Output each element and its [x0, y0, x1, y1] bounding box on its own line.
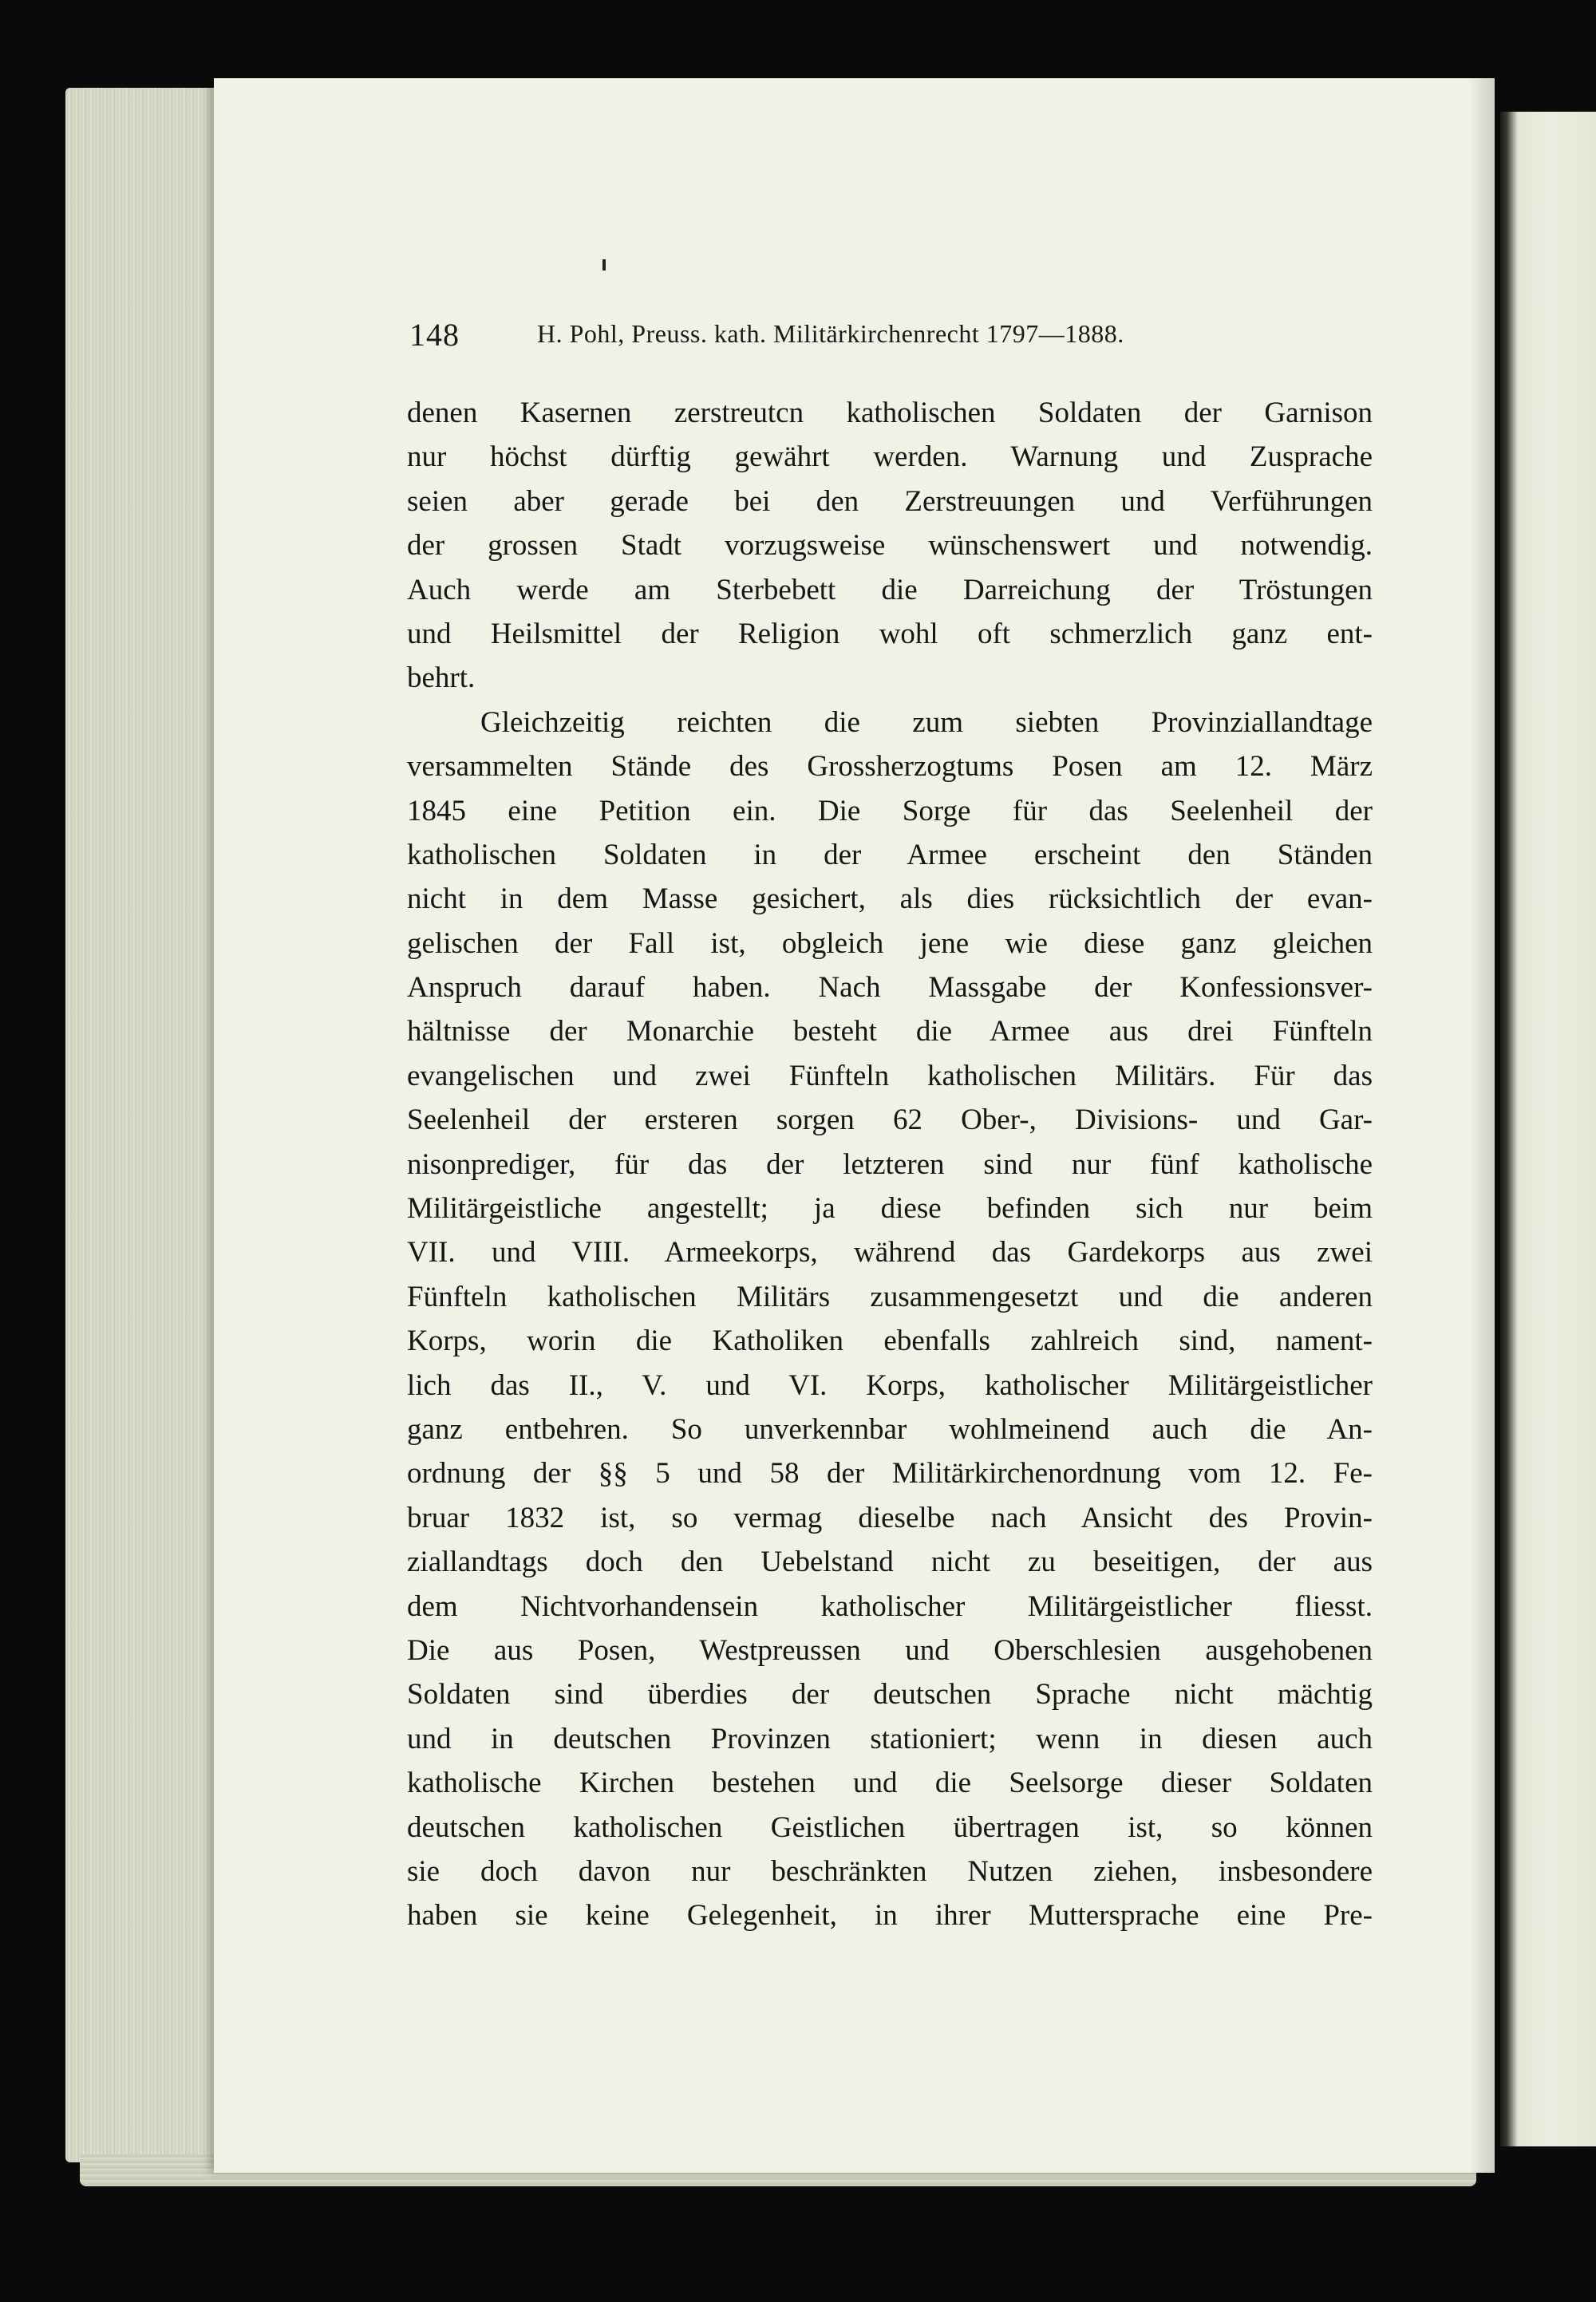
text-line: dem Nichtvorhandensein katholischer Militärgeistlicher fliesst. — [407, 1589, 1373, 1623]
text-line: ziallandtags doch den Uebelstand nicht zu beseitigen, der aus — [407, 1546, 1373, 1579]
text-line: Korps, worin die Katholiken ebenfalls zahlreich sind, nament- — [407, 1325, 1373, 1358]
text-line: Gleichzeitig reichten die zum siebten Provinziallandtage — [480, 705, 1373, 739]
text-line: Soldaten sind überdies der deutschen Sprache nicht mächtig — [407, 1678, 1373, 1712]
text-line: sie doch davon nur beschränkten Nutzen ziehen, insbesondere — [407, 1854, 1373, 1888]
text-line: lich das II., V. und VI. Korps, katholischer Militärgeistlicher — [407, 1368, 1373, 1402]
body-text — [407, 391, 1373, 1938]
text-line: Militärgeistliche angestellt; ja diese befinden sich nur beim — [407, 1192, 1373, 1226]
text-line: und Heilsmittel der Religion wohl oft schmerzlich ganz ent- — [407, 617, 1373, 650]
paragraph-1 — [407, 391, 1373, 701]
text-line: bruar 1832 ist, so vermag dieselbe nach Ansicht des Provin- — [407, 1501, 1373, 1534]
text-line: hältnisse der Monarchie besteht die Armee aus drei Fünfteln — [407, 1015, 1373, 1048]
text-line: denen Kasernen zerstreutcn katholischen Soldaten der Garnison — [407, 397, 1373, 429]
text-line: katholische Kirchen bestehen und die Seelsorge dieser Soldaten — [407, 1767, 1373, 1800]
paragraph-2 — [407, 701, 1373, 1938]
text-line: Fünfteln katholischen Militärs zusammengesetzt und die anderen — [407, 1280, 1373, 1313]
text-line: behrt. — [407, 661, 476, 695]
text-line: und in deutschen Provinzen stationiert; wenn in diesen auch — [407, 1722, 1373, 1755]
page-number: 148 — [409, 317, 460, 353]
text-line: Auch werde am Sterbebett die Darreichung der Tröstungen — [407, 573, 1373, 606]
text-line: nisonprediger, für das der letzteren sind nur fünf katholische — [407, 1147, 1373, 1181]
text-line: Die aus Posen, Westpreussen und Oberschlesien ausgehobenen — [407, 1633, 1373, 1667]
book-page-edges — [65, 88, 225, 2162]
text-line: VII. und VIII. Armeekorps, während das Gardekorps aus zwei — [407, 1236, 1373, 1269]
text-line: der grossen Stadt vorzugsweise wünschenswert und notwendig. — [407, 529, 1373, 563]
text-line: deutschen katholischen Geistlichen übertragen ist, so können — [407, 1810, 1373, 1844]
facing-page-edge — [1500, 112, 1596, 2146]
text-line: 1845 eine Petition ein. Die Sorge für das Seelenheil der — [407, 794, 1373, 827]
print-mark — [602, 259, 606, 270]
text-line: Seelenheil der ersteren sorgen 62 Ober-, Divisions- und Gar- — [407, 1104, 1373, 1137]
running-head: H. Pohl, Preuss. kath. Militärkirchenrecht 1797—1888. — [537, 319, 1124, 348]
text-line: nur höchst dürftig gewährt werden. Warnung und Zusprache — [407, 440, 1373, 474]
text-line: nicht in dem Masse gesichert, als dies rücksichtlich der evan- — [407, 882, 1373, 916]
text-line: Anspruch darauf haben. Nach Massgabe der Konfessionsver- — [407, 971, 1373, 1005]
text-line: versammelten Stände des Grossherzogtums Posen am 12. März — [407, 750, 1373, 784]
text-line: haben sie keine Gelegenheit, in ihrer Muttersprache eine Pre- — [407, 1899, 1373, 1933]
gutter-shadow — [1468, 78, 1500, 2173]
text-line: ganz entbehren. So unverkennbar wohlmeinend auch die An- — [407, 1412, 1373, 1446]
text-line: ordnung der §§ 5 und 58 der Militärkirchenordnung vom 12. Fe- — [407, 1457, 1373, 1491]
text-line: evangelischen und zwei Fünfteln katholischen Militärs. Für das — [407, 1059, 1373, 1092]
text-line: seien aber gerade bei den Zerstreuungen und Verführungen — [407, 484, 1373, 518]
page-header — [409, 316, 1343, 356]
text-line: katholischen Soldaten in der Armee erscheint den Ständen — [407, 838, 1373, 871]
text-line: gelischen der Fall ist, obgleich jene wie diese ganz gleichen — [407, 926, 1373, 960]
